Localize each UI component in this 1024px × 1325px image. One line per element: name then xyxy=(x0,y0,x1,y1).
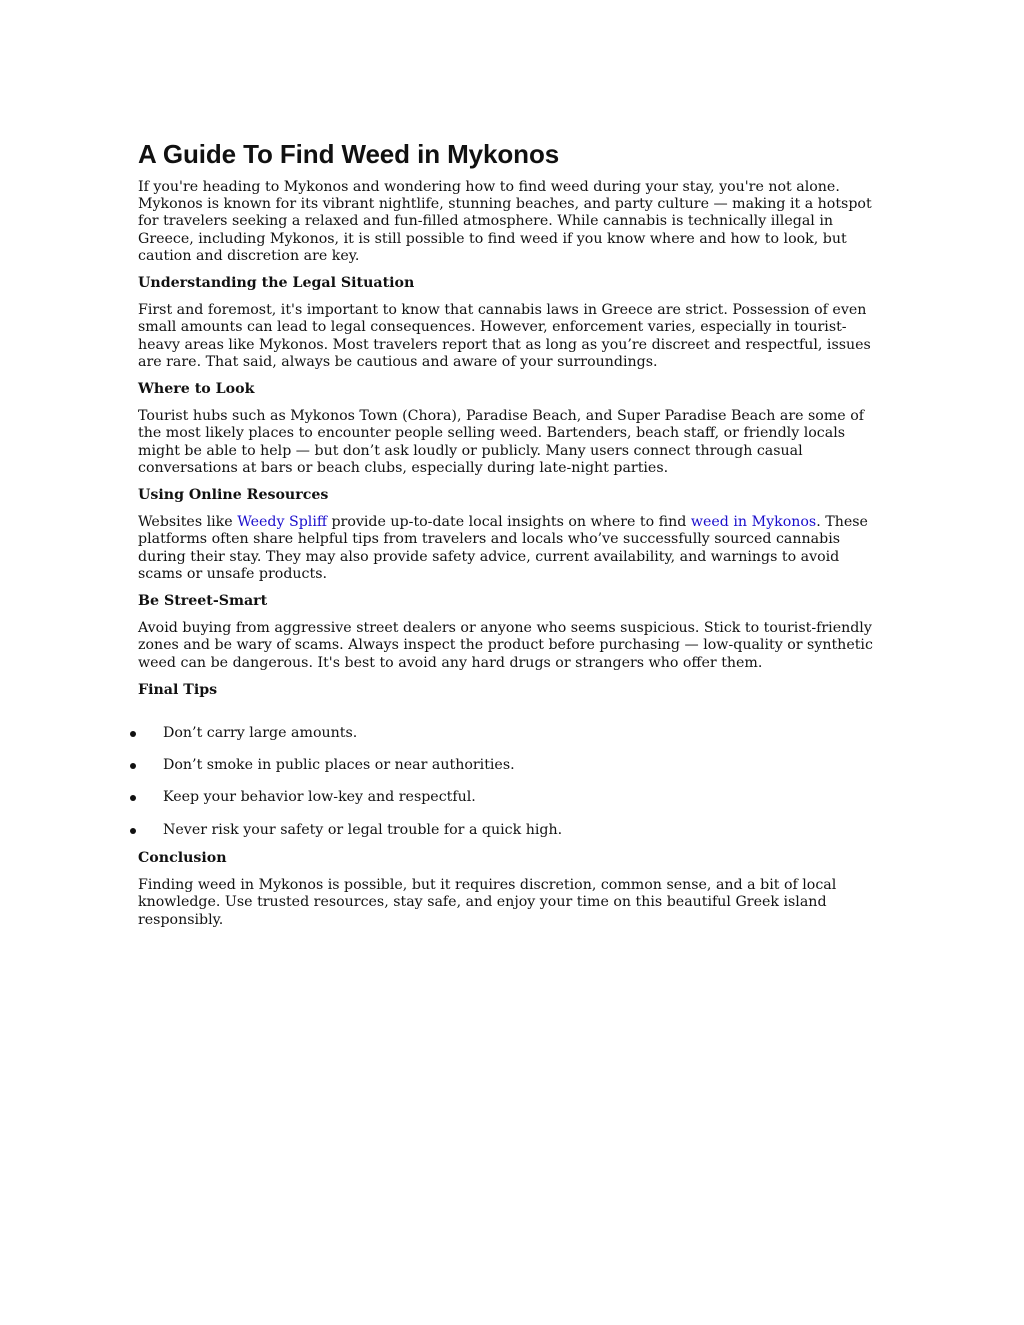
legal-paragraph: First and foremost, it's important to know that cannabis laws in Greece are strict. Possession of even small amounts can lead to legal consequences. However, enforcement varies, especially in tourist-heavy areas like Mykonos. Most travelers report that as long as you’re discreet and respectful, issues are rare. That said, always be cautious and aware of your surroundings. xyxy=(138,302,871,370)
street-paragraph: Avoid buying from aggressive street dealers or anyone who seems suspicious. Stick to tourist-friendly zones and be wary of scams. Always inspect the product before purchasing — low-quality or synthetic weed can be dangerous. It's best to avoid any hard drugs or strangers who offer them. xyxy=(138,620,873,671)
conclusion-paragraph: Finding weed in Mykonos is possible, but it requires discretion, common sense, and a bit of local knowledge. Use trusted resources, stay safe, and enjoy your time on this beautiful Greek island responsibly. xyxy=(138,877,837,928)
weedy-spliff-link[interactable]: Weedy Spliff xyxy=(237,514,327,531)
online-text-2: provide up-to-date local insights on where to find xyxy=(326,514,691,531)
list-item xyxy=(138,822,888,839)
online-text-1: Websites like xyxy=(138,514,238,531)
tips-list xyxy=(138,725,888,839)
tips-heading: Final Tips xyxy=(138,681,218,698)
list-item-text: Don’t carry large amounts. xyxy=(163,725,358,742)
list-item-text: Keep your behavior low-key and respectful. xyxy=(163,789,476,806)
bullet-icon xyxy=(130,731,136,737)
street-heading: Be Street-Smart xyxy=(138,593,268,610)
bullet-icon xyxy=(130,763,136,769)
list-item-text: Don’t smoke in public places or near authorities. xyxy=(163,757,515,774)
bullet-icon xyxy=(130,795,136,801)
where-paragraph: Tourist hubs such as Mykonos Town (Chora), Paradise Beach, and Super Paradise Beach are some of the most likely places to encounter people selling weed. Bartenders, beach staff, or friendly locals might be able to help — but don’t ask loudly or publicly. Many users connect through casual conversations at bars or beach clubs, especially during late-night parties. xyxy=(138,408,864,476)
weed-in-mykonos-link[interactable]: weed in Mykonos xyxy=(690,514,817,531)
intro-paragraph: If you're heading to Mykonos and wondering how to find weed during your stay, you're not alone. Mykonos is known for its vibrant nightlife, stunning beaches, and party culture — making it a hotspot for travelers seeking a relaxed and fun-filled atmosphere. While cannabis is technically illegal in Greece, including Mykonos, it is still possible to find weed if you know where and how to look, but caution and discretion are key. xyxy=(138,179,872,264)
list-item xyxy=(138,757,888,774)
page-title: A Guide To Find Weed in Mykonos xyxy=(138,139,560,169)
where-heading: Where to Look xyxy=(138,381,255,398)
online-paragraph xyxy=(138,514,888,583)
list-item xyxy=(138,789,888,806)
article xyxy=(138,138,888,939)
legal-heading: Understanding the Legal Situation xyxy=(138,275,415,292)
list-item xyxy=(138,725,888,742)
online-text-3: . These platforms often share helpful tips from travelers and locals who’ve successfully sourced cannabis during their stay. They may also provide safety advice, current availability, and warnings to avoid scams or unsafe products. xyxy=(138,514,868,582)
list-item-text: Never risk your safety or legal trouble for a quick high. xyxy=(163,821,563,838)
online-heading: Using Online Resources xyxy=(138,487,329,504)
conclusion-heading: Conclusion xyxy=(138,849,227,866)
bullet-icon xyxy=(130,828,136,834)
